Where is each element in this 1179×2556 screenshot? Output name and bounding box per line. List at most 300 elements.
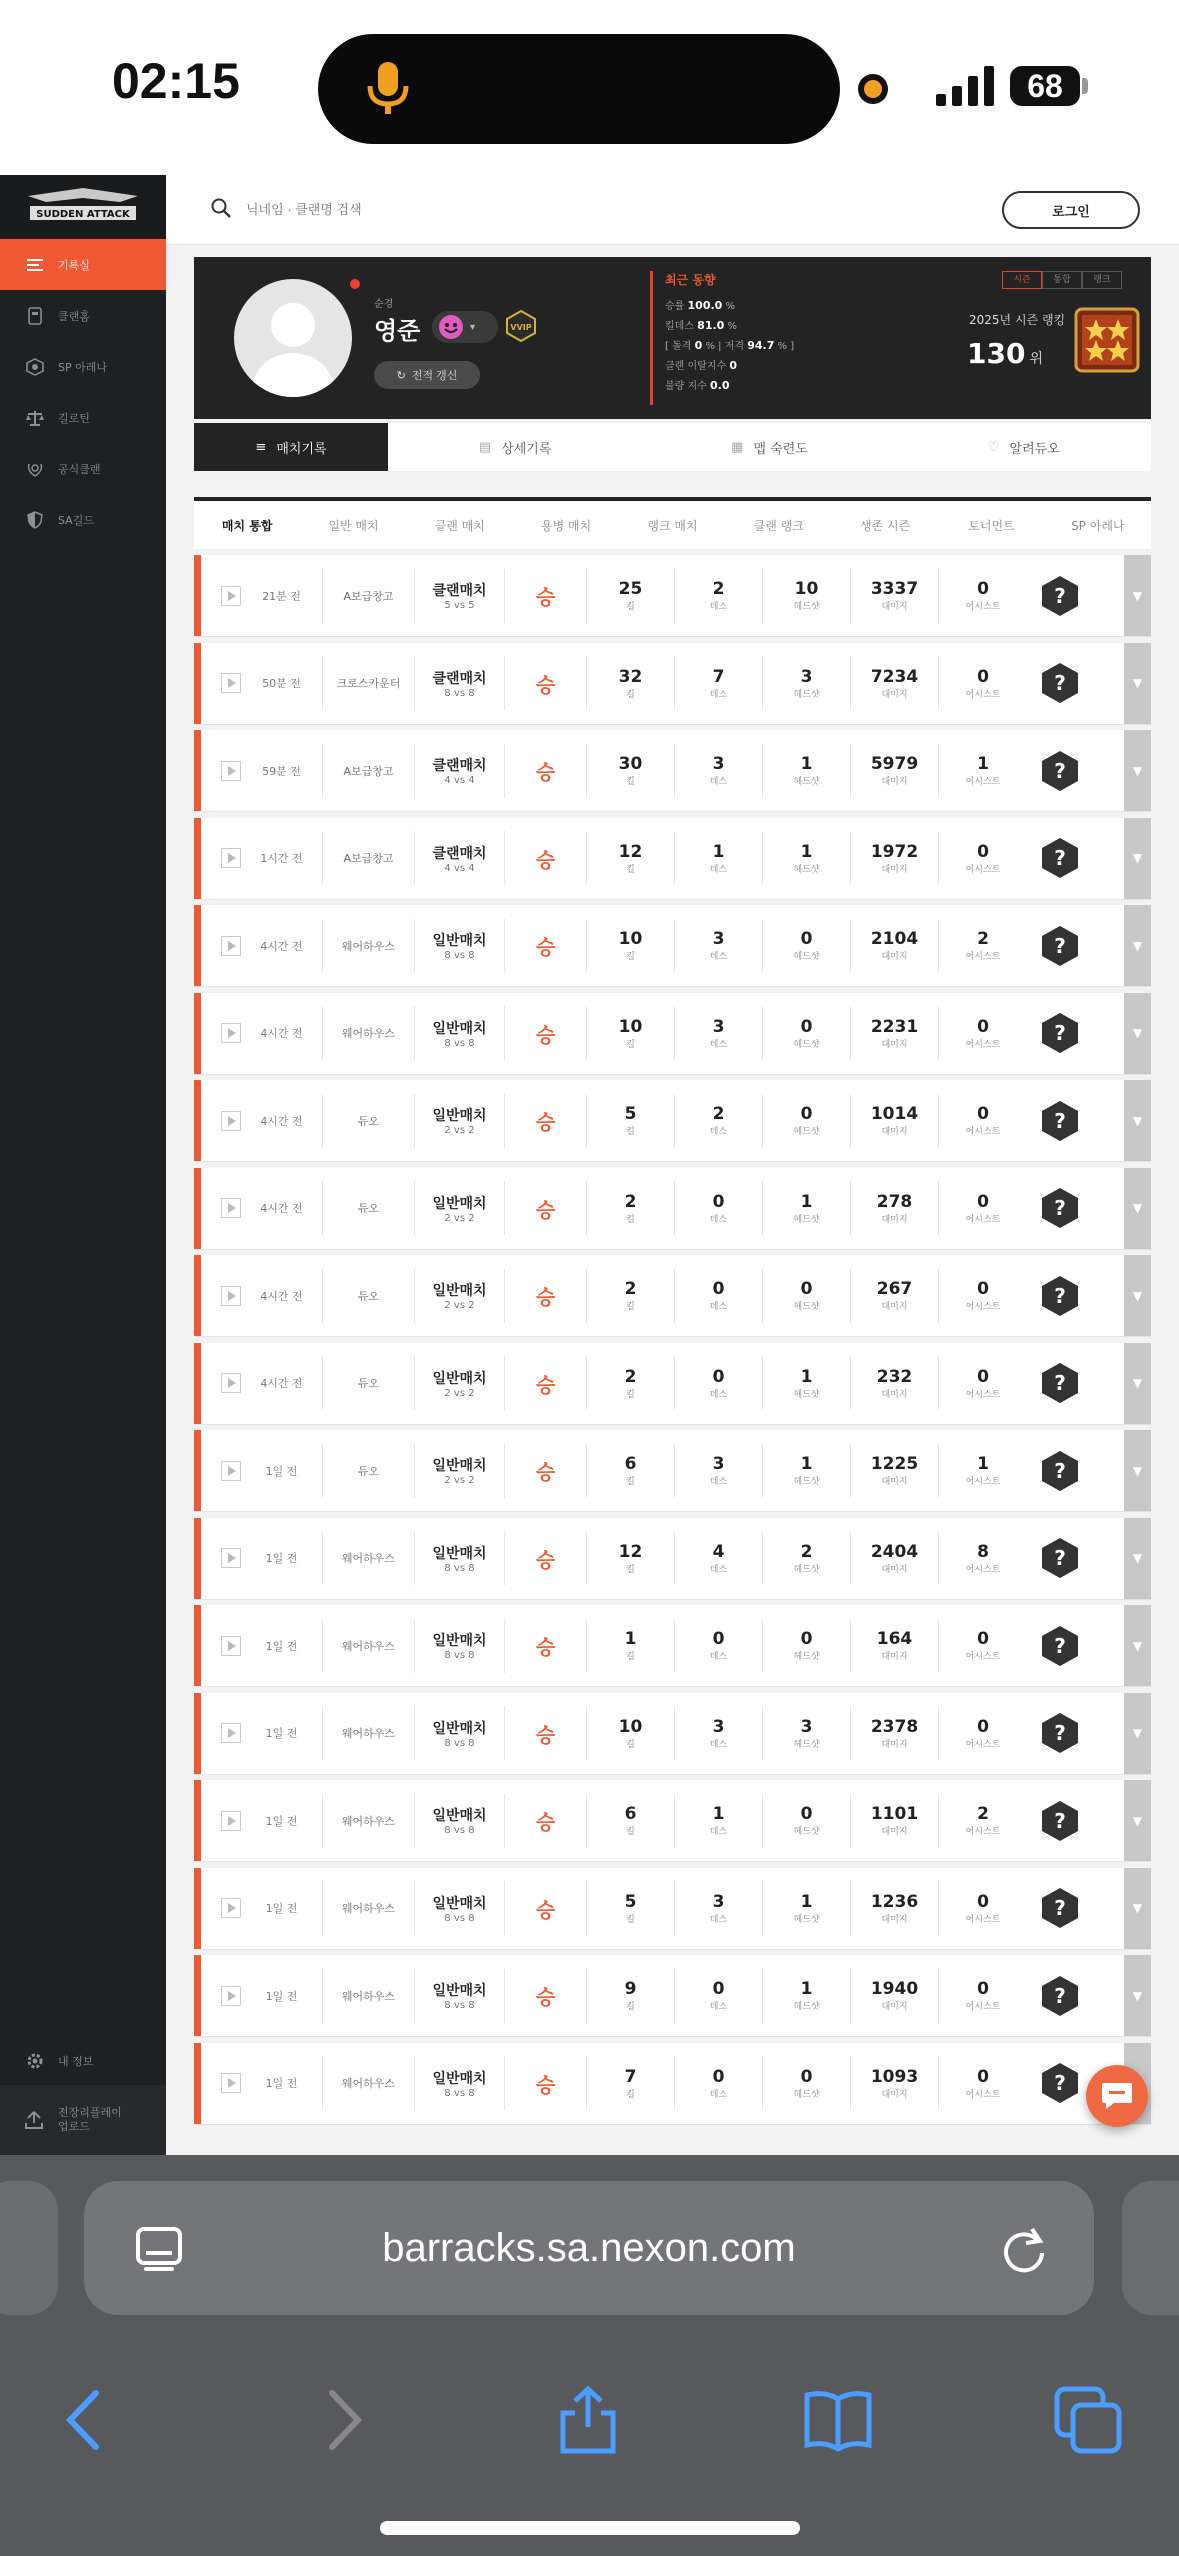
- svg-text:SUDDEN ATTACK: SUDDEN ATTACK: [36, 209, 130, 220]
- unknown-weapon-icon: [1041, 1012, 1079, 1054]
- expand-toggle[interactable]: [1124, 1780, 1151, 1861]
- replay-play-icon[interactable]: [221, 1636, 241, 1656]
- expand-toggle[interactable]: [1124, 555, 1151, 636]
- match-result: [505, 1619, 587, 1673]
- top-bar: [166, 175, 1179, 245]
- bookmarks-icon[interactable]: [803, 2385, 873, 2455]
- kill-label: 킬: [626, 1302, 635, 1312]
- chevron-down-icon: ▼: [1132, 1726, 1143, 1740]
- death-stat: [675, 1006, 763, 1060]
- expand-toggle[interactable]: [1124, 730, 1151, 811]
- tabs-icon[interactable]: [1053, 2385, 1123, 2455]
- chevron-down-icon: ▼: [1132, 1988, 1143, 2003]
- subtab-sp-arena[interactable]: SP 아레나: [1071, 518, 1125, 533]
- damage-label: 대미지: [881, 1127, 908, 1137]
- death-stat: [675, 744, 763, 798]
- kill-stat: [587, 1881, 675, 1935]
- abuse-label: 불량 지수: [665, 381, 707, 392]
- kill-label: 킬: [626, 1389, 635, 1400]
- replay-play-icon[interactable]: [221, 1898, 241, 1918]
- svg-text:?: ?: [1054, 2071, 1066, 2095]
- damage-stat: [851, 569, 939, 623]
- login-button[interactable]: 로그인: [1002, 191, 1140, 229]
- assist-stat: [939, 1006, 1027, 1060]
- match-time-text: 1일 전: [265, 1639, 298, 1653]
- clan-emblem-icon: [438, 314, 464, 340]
- scale-icon: [26, 409, 44, 427]
- match-result-text: 승: [535, 1810, 556, 1834]
- match-row[interactable]: [194, 1080, 1151, 1161]
- forward-icon[interactable]: [306, 2385, 376, 2455]
- replay-upload-button[interactable]: [0, 2085, 166, 2155]
- match-mode-text: 일반매치: [432, 1370, 487, 1387]
- replay-play-icon[interactable]: [221, 1461, 241, 1481]
- replay-play-icon[interactable]: [221, 1373, 241, 1393]
- assist-value: 1: [977, 1454, 989, 1474]
- match-row[interactable]: [194, 730, 1151, 811]
- season-tab-season[interactable]: 시즌: [1002, 271, 1042, 289]
- replay-play-icon[interactable]: [221, 673, 241, 693]
- season-tabs: [1002, 271, 1122, 289]
- trend-title: 최근 동향: [665, 273, 716, 287]
- expand-toggle[interactable]: [1124, 993, 1151, 1074]
- chevron-down-icon: ▼: [1132, 938, 1143, 953]
- assist-label: 어시스트: [965, 1214, 1001, 1225]
- match-map: [323, 1969, 415, 2023]
- tab-duo[interactable]: [897, 423, 1151, 471]
- match-time-text: 4시간 전: [260, 1377, 303, 1390]
- season-tab-integrated[interactable]: 통합: [1042, 271, 1082, 289]
- headshot-label: 헤드샷: [793, 2002, 820, 2012]
- death-value: 0: [712, 1191, 725, 1212]
- kill-stat: [587, 1006, 675, 1060]
- damage-value: 5979: [870, 754, 919, 774]
- sidebar-item-label: SP 아레나: [58, 360, 107, 374]
- season-tab-rank[interactable]: 랭크: [1082, 271, 1122, 289]
- tab-detail-records[interactable]: [388, 423, 642, 471]
- expand-toggle[interactable]: [1124, 905, 1151, 986]
- assist-value: 8: [977, 1541, 989, 1562]
- death-label: 데스: [709, 1039, 728, 1050]
- svg-text:?: ?: [1054, 1808, 1066, 1833]
- weapon-slot: [1027, 1181, 1093, 1235]
- upload-icon: [24, 2110, 44, 2130]
- match-time-text: 4시간 전: [260, 1289, 303, 1303]
- match-row[interactable]: [194, 1693, 1151, 1774]
- match-size-text: 8 vs 8: [444, 687, 475, 699]
- unknown-weapon-icon: [1041, 750, 1079, 792]
- season-rank-value: 130: [967, 337, 1026, 370]
- expand-toggle[interactable]: [1124, 1605, 1151, 1686]
- match-row[interactable]: [194, 555, 1151, 636]
- match-time: [241, 1969, 323, 2023]
- subtab-clan-rank[interactable]: 클랜 랭크: [753, 518, 804, 533]
- replay-play-icon[interactable]: [221, 1548, 241, 1568]
- microphone-icon: [358, 58, 418, 118]
- expand-toggle[interactable]: [1124, 1430, 1151, 1511]
- death-value: 4: [712, 1541, 725, 1562]
- address-bar[interactable]: [84, 2181, 1094, 2315]
- vvip-badge-icon: [504, 309, 538, 343]
- match-row[interactable]: [194, 1168, 1151, 1249]
- death-value: 3: [712, 929, 725, 949]
- player-name: 영준: [374, 317, 421, 345]
- death-label: 데스: [709, 1652, 728, 1662]
- match-size-text: 2 vs 2: [444, 1125, 475, 1136]
- my-info-button[interactable]: [0, 2037, 166, 2085]
- assist-value: 0: [977, 1279, 989, 1299]
- expand-toggle[interactable]: [1124, 1343, 1151, 1424]
- chevron-down-icon: ▼: [1132, 1376, 1143, 1390]
- match-mode: [415, 1094, 505, 1148]
- assist-value: 0: [977, 579, 989, 599]
- expand-toggle[interactable]: [1124, 1518, 1151, 1599]
- headshot-stat: [763, 1444, 851, 1498]
- damage-value: 2104: [870, 929, 919, 949]
- death-stat: [675, 1531, 763, 1585]
- shield-icon: [26, 511, 44, 529]
- replay-play-icon[interactable]: [221, 1986, 241, 2006]
- match-time-text: 59분 전: [262, 764, 301, 778]
- headshot-label: 헤드샷: [793, 777, 820, 787]
- replay-play-icon[interactable]: [221, 586, 241, 606]
- match-row[interactable]: [194, 1343, 1151, 1424]
- win-rate-value: 100.0: [687, 299, 723, 312]
- damage-value: 1940: [870, 1979, 919, 1999]
- match-result: [505, 1269, 587, 1323]
- headshot-value: 10: [794, 579, 819, 599]
- damage-value: 1225: [870, 1454, 919, 1474]
- home-indicator[interactable]: [380, 2521, 800, 2535]
- headshot-stat: [763, 2056, 851, 2110]
- replay-play-icon[interactable]: [221, 761, 241, 781]
- match-time: [241, 1181, 323, 1235]
- headshot-value: 2: [800, 1541, 813, 1562]
- unknown-weapon-icon: [1041, 1625, 1079, 1667]
- default-avatar-icon: [234, 279, 352, 397]
- melee-label: 돌격: [672, 341, 692, 352]
- laurel-icon: [26, 460, 44, 478]
- kill-value: 10: [618, 929, 643, 949]
- match-result: [505, 1094, 587, 1148]
- assist-label: 어시스트: [965, 1389, 1001, 1400]
- kill-value: 9: [624, 1979, 637, 1999]
- reload-icon[interactable]: [998, 2223, 1050, 2275]
- death-value: 0: [712, 2066, 725, 2087]
- damage-stat: [851, 1269, 939, 1323]
- assist-value: 0: [977, 1191, 989, 1212]
- unknown-weapon-icon: [1041, 1537, 1079, 1579]
- kill-stat: [587, 1706, 675, 1760]
- match-row[interactable]: [194, 643, 1151, 724]
- previous-tab-peek[interactable]: [0, 2181, 58, 2315]
- unknown-weapon-icon: [1041, 575, 1079, 617]
- sudden-attack-logo[interactable]: [0, 175, 166, 239]
- match-row[interactable]: [194, 905, 1151, 986]
- headshot-value: 1: [800, 1891, 813, 1912]
- match-mode-text: 일반매치: [432, 2070, 487, 2087]
- match-map: [323, 1619, 415, 1673]
- subtab-rank[interactable]: 랭크 매치: [647, 518, 698, 533]
- kill-stat: [587, 569, 675, 623]
- season-rank-label: 2025년 시즌 랭킹: [969, 313, 1066, 327]
- kill-label: 킬: [626, 1652, 635, 1662]
- match-time-text: 1시간 전: [260, 852, 303, 865]
- match-map-text: 듀오: [357, 1464, 380, 1478]
- sidebar-item-label: 길로틴: [58, 411, 90, 425]
- pct-unit: %: [705, 341, 715, 352]
- match-time-text: 4시간 전: [260, 1114, 303, 1128]
- match-mode: [415, 2056, 505, 2110]
- headshot-label: 헤드샷: [793, 1302, 820, 1312]
- death-value: 0: [712, 1279, 725, 1299]
- kill-value: 30: [618, 754, 643, 774]
- weapon-slot: [1027, 1006, 1093, 1060]
- chevron-down-icon: ▼: [1132, 1551, 1143, 1565]
- search-input[interactable]: [246, 195, 746, 223]
- match-result-text: 승: [535, 1460, 556, 1484]
- damage-value: 164: [876, 1629, 913, 1649]
- sidebar-item-sa-guild[interactable]: [0, 494, 166, 545]
- replay-play-icon[interactable]: [221, 1198, 241, 1218]
- match-time-text: 4시간 전: [260, 939, 303, 953]
- damage-stat: [851, 1619, 939, 1673]
- match-result-text: 승: [535, 585, 556, 609]
- match-map: [323, 919, 415, 973]
- match-row[interactable]: [194, 1518, 1151, 1599]
- match-map: [323, 1531, 415, 1585]
- damage-stat: [851, 1531, 939, 1585]
- match-map: [323, 569, 415, 623]
- match-map: [323, 1356, 415, 1410]
- match-map-text: A보급창고: [343, 589, 394, 603]
- death-stat: [675, 1269, 763, 1323]
- assist-label: 어시스트: [965, 1477, 1001, 1487]
- clan-mark-dropdown[interactable]: [432, 311, 498, 343]
- subtab-normal[interactable]: 일반 매치: [328, 518, 379, 533]
- match-mode-text: 일반매치: [432, 1108, 487, 1124]
- damage-value: 7234: [870, 666, 919, 687]
- unknown-weapon-icon: [1041, 662, 1079, 704]
- sidebar-item-records[interactable]: [0, 239, 166, 290]
- kill-label: 킬: [626, 689, 635, 700]
- tab-match-records[interactable]: [194, 423, 388, 471]
- match-row[interactable]: [194, 1255, 1151, 1336]
- match-time: [241, 744, 323, 798]
- match-mode-text: 일반매치: [432, 1458, 487, 1474]
- match-mode: [415, 1181, 505, 1235]
- assist-value: 2: [977, 1804, 989, 1824]
- headshot-label: 헤드샷: [793, 1652, 820, 1662]
- match-map: [323, 656, 415, 710]
- match-map: [323, 831, 415, 885]
- match-map-text: 웨어하우스: [341, 2077, 396, 2090]
- replay-play-icon[interactable]: [221, 1111, 241, 1131]
- main-content: [166, 245, 1179, 2155]
- subtab-survival[interactable]: 생존 시즌: [860, 518, 911, 533]
- chat-button[interactable]: [1086, 2065, 1148, 2127]
- expand-toggle[interactable]: [1124, 1868, 1151, 1949]
- weapon-slot: [1027, 1094, 1093, 1148]
- kill-value: 2: [624, 1366, 637, 1387]
- match-map-text: 웨어하우스: [341, 1027, 396, 1040]
- expand-toggle[interactable]: [1124, 1168, 1151, 1249]
- match-time-text: 1일 전: [265, 1989, 298, 2003]
- match-row[interactable]: [194, 993, 1151, 1074]
- match-row[interactable]: [194, 1955, 1151, 2036]
- replay-play-icon[interactable]: [221, 936, 241, 956]
- damage-value: 267: [876, 1279, 913, 1299]
- match-row[interactable]: [194, 818, 1151, 899]
- assist-stat: [939, 1969, 1027, 2023]
- death-label: 데스: [709, 1302, 728, 1312]
- damage-value: 3337: [870, 579, 919, 599]
- match-time: [241, 569, 323, 623]
- match-mode: [415, 1794, 505, 1848]
- match-time: [241, 1269, 323, 1323]
- match-list: [194, 555, 1151, 2130]
- kill-value: 5: [624, 1891, 637, 1912]
- assist-stat: [939, 1181, 1027, 1235]
- signal-icon: [936, 66, 994, 106]
- match-map: [323, 1269, 415, 1323]
- refresh-record-button[interactable]: [374, 361, 480, 389]
- death-stat: [675, 1881, 763, 1935]
- kill-value: 6: [624, 1454, 637, 1474]
- match-result-text: 승: [535, 1197, 556, 1222]
- assist-stat: [939, 919, 1027, 973]
- match-time-text: 1일 전: [265, 2077, 298, 2090]
- next-tab-peek[interactable]: [1122, 2181, 1179, 2315]
- replay-play-icon[interactable]: [221, 1723, 241, 1743]
- match-mode-text: 일반매치: [432, 1983, 487, 1999]
- match-time-text: 4시간 전: [260, 1027, 303, 1040]
- match-size-text: 8 vs 8: [444, 2087, 475, 2099]
- share-icon[interactable]: [553, 2385, 623, 2455]
- match-result: [505, 1706, 587, 1760]
- kill-label: 킬: [626, 1039, 635, 1050]
- weapon-slot: [1027, 1706, 1093, 1760]
- match-row[interactable]: [194, 1780, 1151, 1861]
- headshot-stat: [763, 831, 851, 885]
- match-size-text: 8 vs 8: [444, 2000, 475, 2011]
- assist-value: 0: [977, 666, 989, 687]
- tab-label: 매치기록: [276, 441, 327, 457]
- expand-toggle[interactable]: [1124, 1693, 1151, 1774]
- subtab-tournament[interactable]: 토너먼트: [968, 518, 1015, 533]
- subtab-mercenary[interactable]: 용병 매치: [541, 518, 592, 533]
- kill-stat: [587, 1444, 675, 1498]
- damage-label: 대미지: [881, 1039, 908, 1050]
- headshot-value: 0: [800, 1279, 813, 1299]
- rank-emblem-icon: [1074, 307, 1140, 373]
- kill-label: 킬: [626, 952, 635, 962]
- expand-toggle[interactable]: [1124, 1955, 1151, 2036]
- headshot-value: 1: [800, 1366, 813, 1387]
- kill-label: 킬: [626, 1827, 635, 1837]
- expand-toggle[interactable]: [1124, 1080, 1151, 1161]
- unknown-weapon-icon: [1041, 1187, 1079, 1229]
- death-stat: [675, 831, 763, 885]
- sidebar-item-label: 기록실: [58, 258, 90, 272]
- death-stat: [675, 2056, 763, 2110]
- upload-label-line2: 업로드: [58, 2120, 90, 2133]
- damage-value: 2231: [870, 1016, 919, 1037]
- tab-map-proficiency[interactable]: [642, 423, 896, 471]
- match-time: [241, 1531, 323, 1585]
- damage-label: 대미지: [881, 777, 908, 787]
- kill-value: 25: [618, 579, 643, 599]
- weapon-slot: [1027, 831, 1093, 885]
- match-time: [241, 1794, 323, 1848]
- headshot-value: 0: [800, 1629, 813, 1649]
- sidebar-item-official-clan[interactable]: [0, 443, 166, 494]
- svg-text:?: ?: [1054, 1021, 1066, 1045]
- sidebar-item-clan-home[interactable]: [0, 290, 166, 341]
- sidebar-item-guillotine[interactable]: [0, 392, 166, 443]
- browser-toolbar: [0, 2355, 1179, 2475]
- death-value: 2: [712, 579, 725, 599]
- subtab-clan[interactable]: 클랜 매치: [434, 518, 485, 533]
- replay-play-icon[interactable]: [221, 2073, 241, 2093]
- chat-bubble-icon: [1100, 2081, 1134, 2111]
- kill-stat: [587, 1969, 675, 2023]
- assist-label: 어시스트: [965, 602, 1001, 612]
- death-label: 데스: [709, 602, 728, 612]
- sidebar-item-sp-arena[interactable]: [0, 341, 166, 392]
- assist-label: 어시스트: [965, 777, 1001, 787]
- damage-value: 278: [876, 1191, 913, 1212]
- match-row[interactable]: [194, 2043, 1151, 2124]
- kill-value: 12: [618, 1541, 643, 1562]
- replay-play-icon[interactable]: [221, 1286, 241, 1306]
- headshot-label: 헤드샷: [793, 2089, 820, 2100]
- death-label: 데스: [709, 1477, 728, 1487]
- tab-label: 맵 숙련도: [753, 441, 808, 457]
- match-size-text: 4 vs 4: [444, 775, 475, 786]
- damage-label: 대미지: [881, 602, 908, 612]
- replay-play-icon[interactable]: [221, 848, 241, 868]
- replay-play-icon[interactable]: [221, 1811, 241, 1831]
- damage-label: 대미지: [881, 1914, 908, 1925]
- kill-label: 킬: [626, 864, 635, 875]
- match-mode: [415, 831, 505, 885]
- replay-play-icon[interactable]: [221, 1023, 241, 1043]
- match-row[interactable]: [194, 1430, 1151, 1511]
- match-result-text: 승: [535, 760, 556, 784]
- headshot-label: 헤드샷: [793, 1564, 820, 1575]
- match-row[interactable]: [194, 1868, 1151, 1949]
- unknown-weapon-icon: [1041, 1800, 1079, 1842]
- back-icon[interactable]: [52, 2385, 122, 2455]
- kill-label: 킬: [626, 1127, 635, 1137]
- expand-toggle[interactable]: [1124, 643, 1151, 724]
- subtab-all[interactable]: 매치 통합: [221, 518, 273, 533]
- expand-toggle[interactable]: [1124, 1255, 1151, 1336]
- assist-value: 0: [977, 1979, 989, 1999]
- match-mode-text: 일반매치: [432, 1195, 487, 1212]
- match-row[interactable]: [194, 1605, 1151, 1686]
- death-value: 1: [712, 1804, 725, 1824]
- expand-toggle[interactable]: [1124, 818, 1151, 899]
- match-map-text: 크로스카운터: [336, 677, 401, 690]
- match-size-text: 8 vs 8: [444, 1825, 475, 1836]
- online-indicator: [350, 279, 360, 289]
- unknown-weapon-icon: [1041, 1975, 1079, 2017]
- match-map: [323, 1181, 415, 1235]
- death-label: 데스: [709, 1564, 728, 1575]
- kill-value: 2: [624, 1191, 637, 1212]
